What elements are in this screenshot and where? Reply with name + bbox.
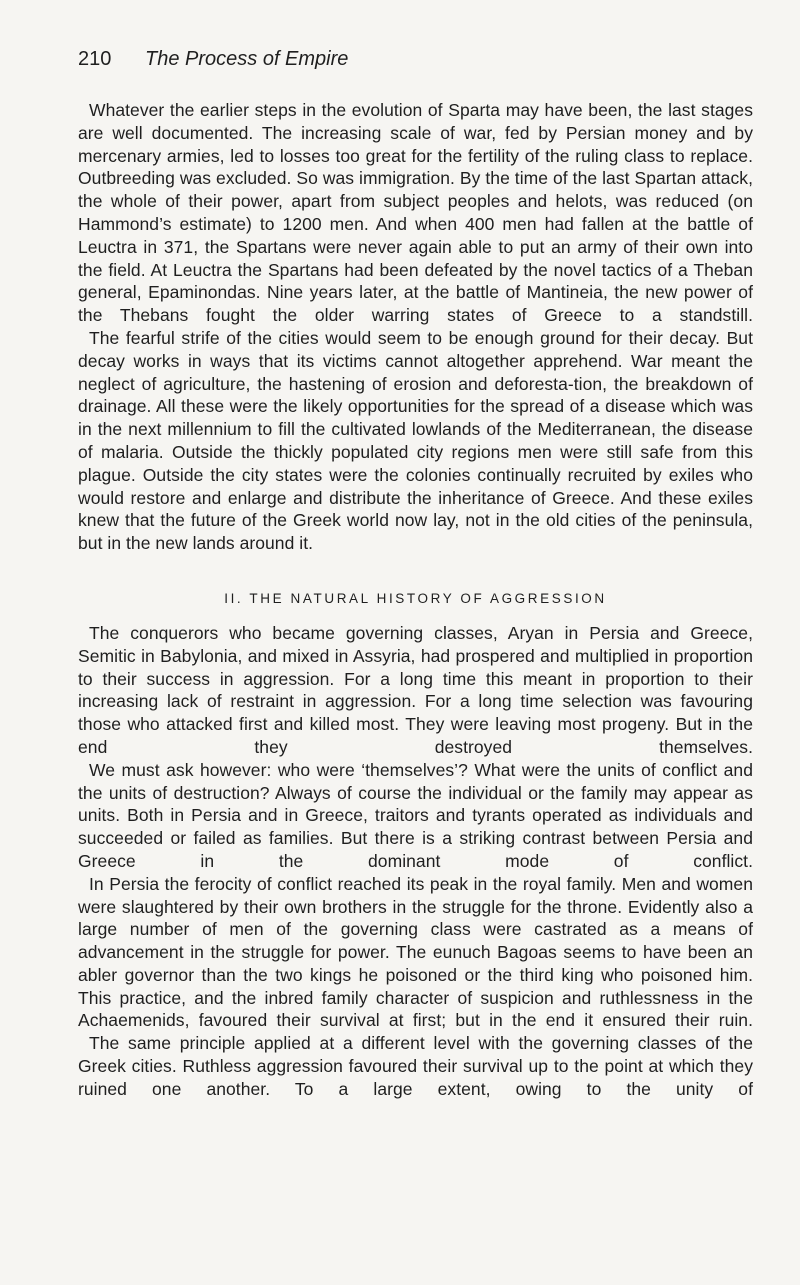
paragraph-conquerors: The conquerors who became governing classes, Aryan in Persia and Greece, Semitic in Babylonia, and mixed in Assyria, had prospered and multiplied in proportion to their success in aggression. For a long time this meant in proportion to their increasing lack of restraint in aggression. For a long time selection was favouring those who attacked first and killed most. They were leaving most progeny. But in the end they destroyed themselves.	[78, 622, 753, 757]
body-text	[78, 99, 753, 1101]
paragraph-greek-cities: The same principle applied at a different level with the governing classes of the Greek cities. Ruthless aggression favoured their survival up to the point at which they ruined one another. To a large extent, owing to the unity of	[78, 1033, 753, 1099]
page-number: 210	[78, 48, 112, 70]
running-head	[78, 46, 348, 72]
running-title: The Process of Empire	[145, 48, 349, 70]
paragraph-persia-ferocity: In Persia the ferocity of conflict reached its peak in the royal family. Men and women were slaughtered by their own brothers in the struggle for the throne. Evidently also a large number of men of the governing class were castrated as a means of advancement in the struggle for power. The eunuch Bagoas seems to have been an abler governor than the two kings he poisoned or the third king who poisoned him. This practice, and the inbred family character of suspicion and ruthlessness in the Achaemenids, favoured their survival at first; but in the end it ensured their ruin.	[78, 873, 753, 1031]
paragraph-sparta-decline: Whatever the earlier steps in the evolution of Sparta may have been, the last stages are well documented. The increasing scale of war, fed by Persian money and by mercenary armies, led to losses too great for the fertility of the ruling class to replace. Outbreeding was excluded. So was immigration. By the time of the last Spartan attack, the whole of their power, apart from subject peoples and helots, was reduced (on Hammond’s estimate) to 1200 men. And when 400 men had fallen at the battle of Leuctra in 371, the Spartans were never again able to put an army of their own into the field. At Leuctra the Spartans had been defeated by the novel tactics of a Theban general, Epaminondas. Nine years later, at the battle of Mantineia, the new power of the Thebans fought the older warring states of Greece to a standstill.	[78, 100, 753, 326]
paragraph-units-of-conflict: We must ask however: who were ‘themselves’? What were the units of conflict and the units of destruction? Always of course the individual or the family may appear as units. Both in Persia and in Greece, traitors and tyrants operated as individuals and succeeded or failed as families. But there is a striking contrast between Persia and Greece in the dominant mode of conflict.	[78, 759, 753, 871]
paragraph-strife-of-cities: The fearful strife of the cities would seem to be enough ground for their decay. But decay works in ways that its victims cannot altogether apprehend. War meant the neglect of agriculture, the hastening of erosion and deforesta-tion, the breakdown of drainage. All these were the likely opportunities for the spread of a disease which was in the next millennium to fill the cultivated lowlands of the Mediterranean, the disease of malaria. Outside the thickly populated city regions men were still safe from this plague. Outside the city states were the colonies continually recruited by exiles who would restore and enlarge and distribute the inheritance of Greece. And these exiles knew that the future of the Greek world now lay, not in the old cities of the peninsula, but in the new lands around it.	[78, 327, 753, 554]
section-heading: II. THE NATURAL HISTORY OF AGGRESSION	[224, 590, 607, 606]
